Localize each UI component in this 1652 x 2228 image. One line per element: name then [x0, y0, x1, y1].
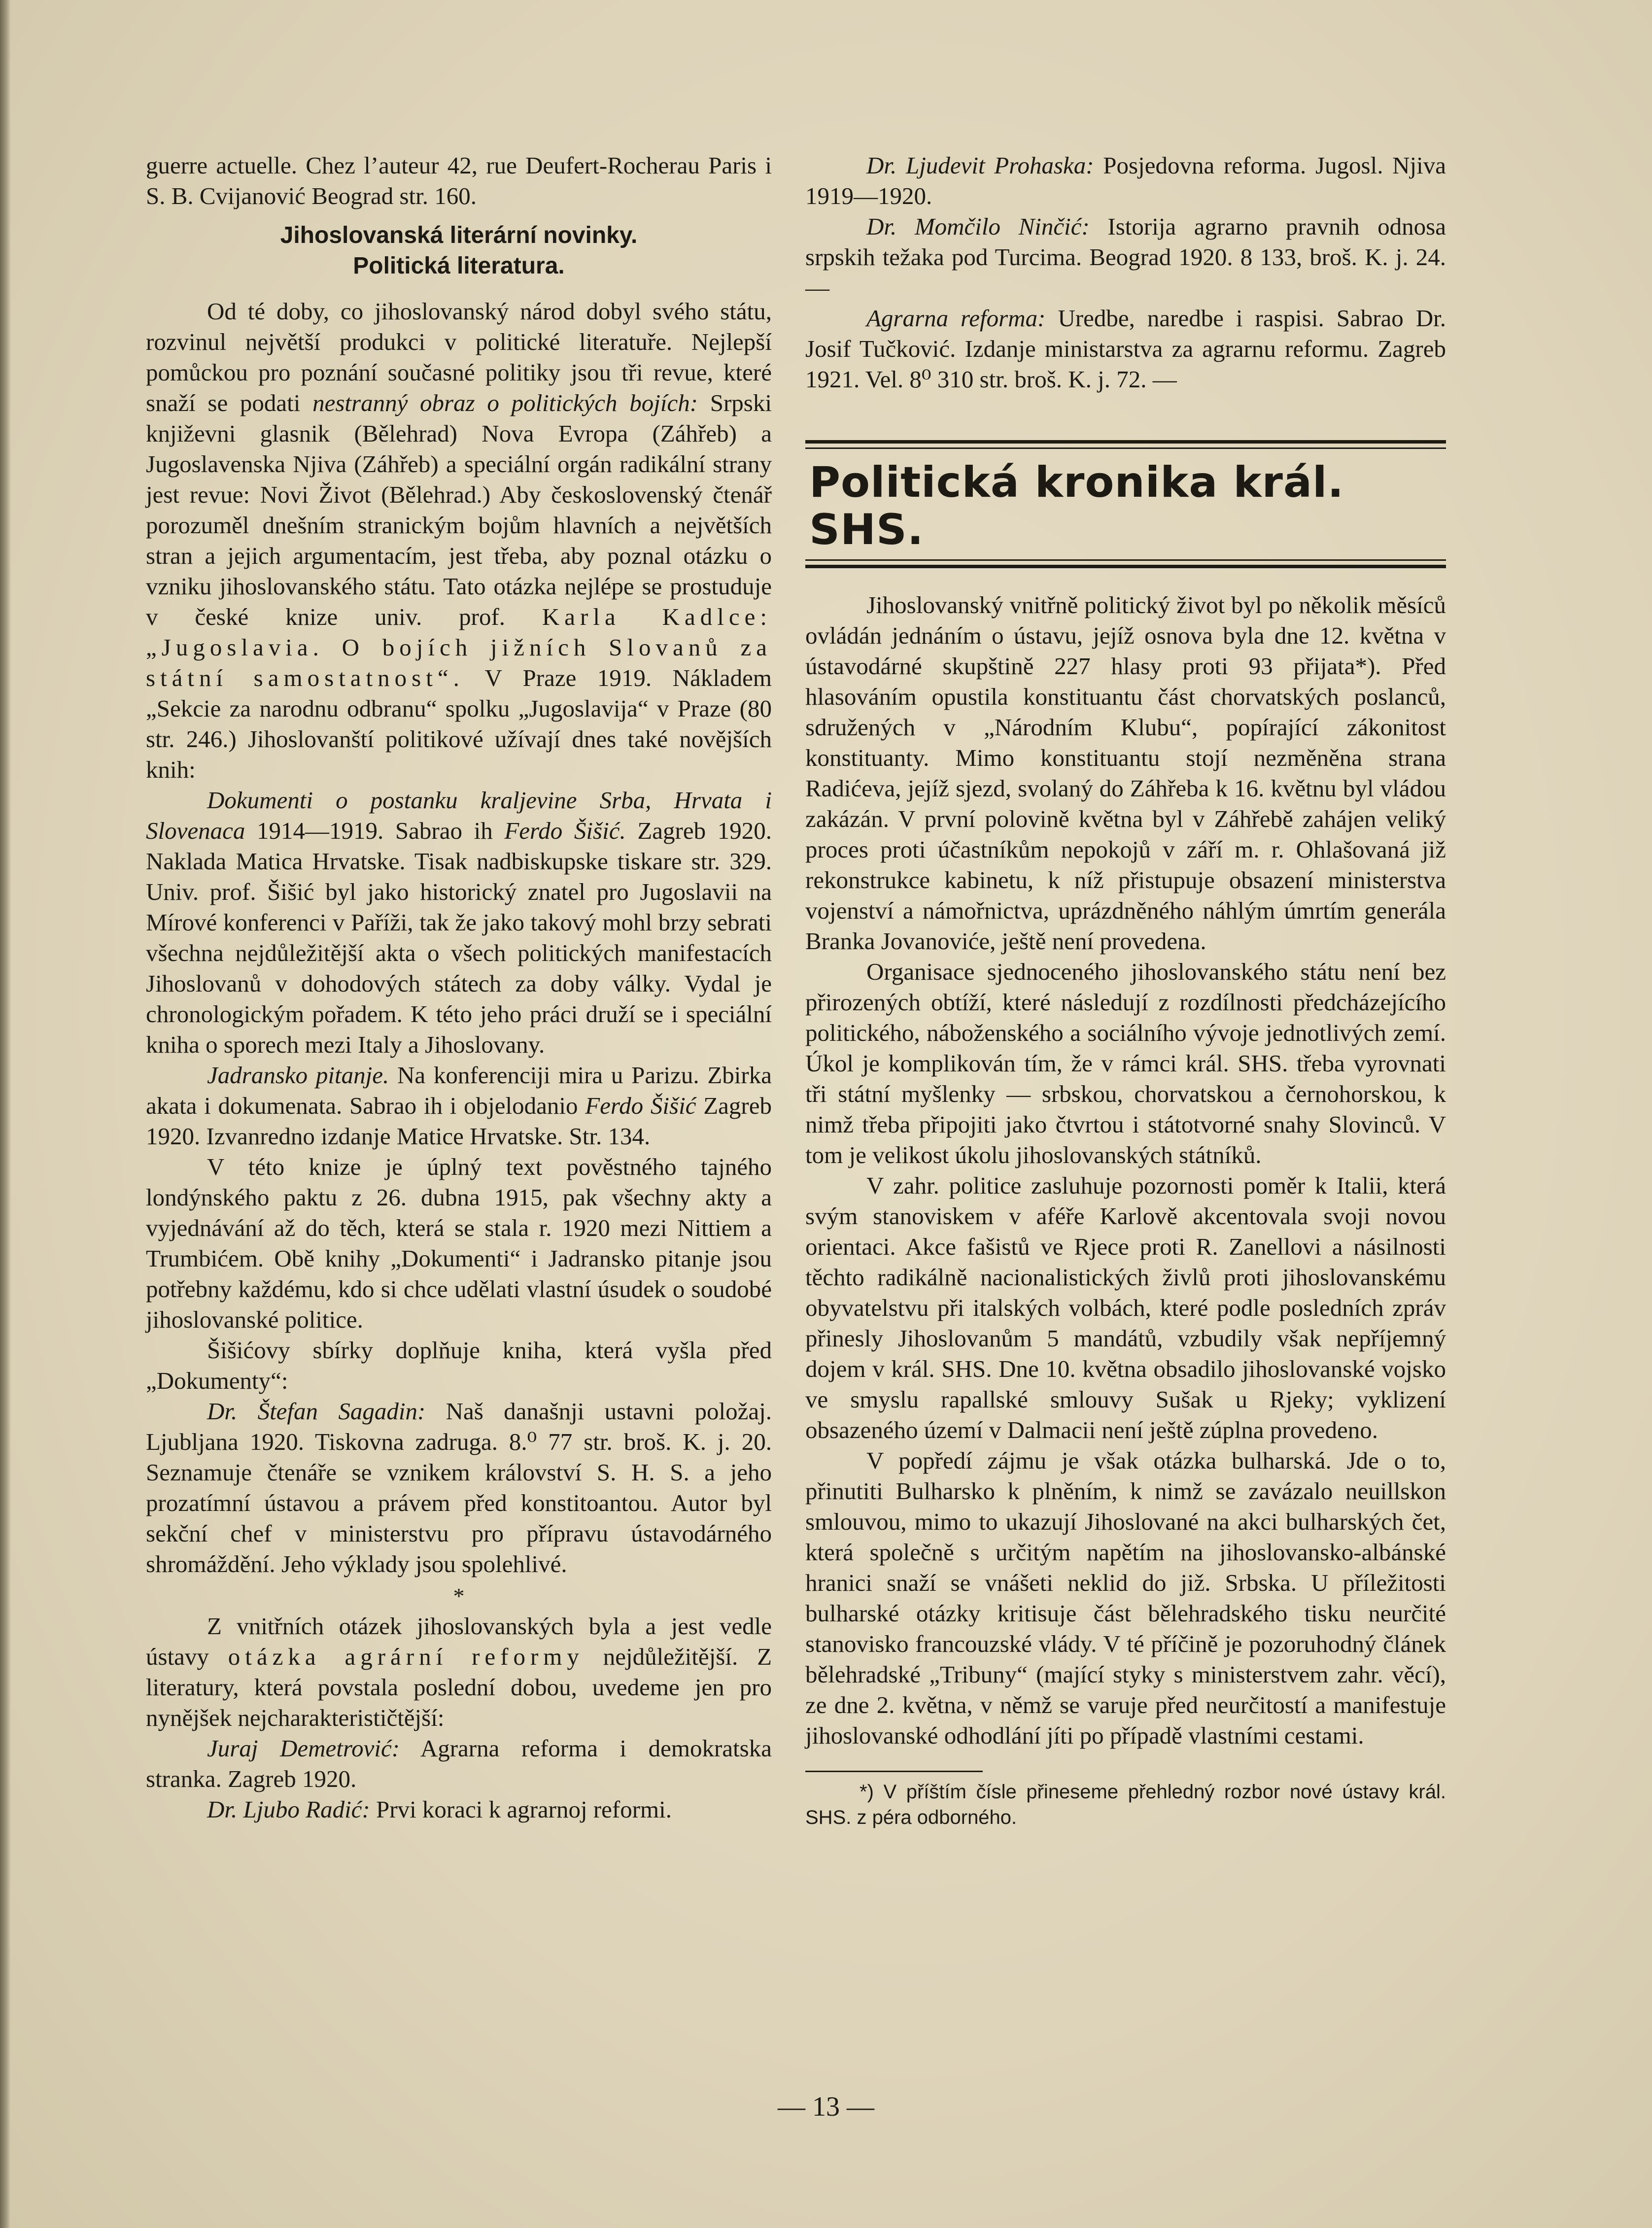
footnote-rule: [805, 1771, 983, 1772]
paragraph-nincic: [805, 211, 1446, 303]
section-heading: [146, 220, 772, 281]
paragraph-continuation: guerre actuelle. Chez l’auteur 42, rue Deufert-Rocherau Paris i S. B. Cvijanović Beograd str. 160.: [146, 152, 772, 209]
heading-line-2: Politická literatura.: [353, 253, 565, 279]
paragraph-organisation: Organisace sjednoceného jihoslovanského státu není bez přirozených obtíží, které následují z rozdílnosti předcházejícího politického, náboženského a sociálního vývoje jednotlivých zemí. Úkol je komplikován tím, že v rámci král. SHS. třeba vyrovnati tři státní myšlenky — srbskou, chorvatskou a černohorskou, k nimž třeba připojiti jako čtvrtou i státotvorné snahy Slovinců. V tom je velikost úkolu jihoslovanských státníků.: [805, 958, 1446, 1168]
text-run: Zagreb 1920. Izvanredno izdanje Matice Hrvatske. Str. 134.: [146, 1092, 772, 1150]
paragraph-jadransko: [146, 1060, 772, 1152]
footnote: *) V příštím čísle přineseme přehledný rozbor nové ústavy král. SHS. z péra odborného.: [805, 1781, 1446, 1828]
paragraph-demetrovic: [146, 1733, 772, 1794]
spacer: [805, 444, 1446, 447]
paragraph-foreign-policy: V zahr. politice zasluhuje pozornosti poměr k Italii, která svým stanoviskem v aféře Karlově akcentovala svoji novou orientaci. Akce fašistů ve Rjece proti R. Zanellovi a násilnosti těchto radikálně nacionalistických živlů proti jihoslovanskému obyvatelstvu při italských volbách, které podle posledních zpráv přinesly Jihoslovanům 5 mandátů, vzbudily však nepříjemný dojem v král. SHS. Dne 10. května obsadilo jihoslovanské vojsko ve smyslu rapallské smlouvy Sušak u Rjeky; vyklizení obsazeného území v Dalmacii není ještě zúplna provedeno.: [805, 1172, 1446, 1443]
text-run: V Praze 1919. Nákladem „Sekcie za narodnu odbranu“ spolku „Jugoslavija“ v Praze (80 str. 246.) Jihoslovanští politikové užívají dnes také novějších knih:: [146, 664, 772, 783]
binding-edge: [0, 0, 11, 2228]
text-run: nejdůležitější. Z literatury, která povstala poslední dobou, uvedeme jen pro nynějšek nejcharakterističtější:: [146, 1643, 772, 1731]
separator-star: *: [453, 1583, 465, 1609]
spacer: [805, 568, 1446, 590]
text-run: Istorija agrarno pravnih odnosa srpskih težaka pod Turcima. Beograd 1920. 8 133, broš. K. j. 24.—: [805, 213, 1446, 301]
chronicle-title: Politická kronika král. SHS.: [809, 458, 1344, 554]
text-run-italic: Dr. Momčilo Ninčić:: [866, 213, 1090, 240]
left-column: [146, 150, 772, 1825]
text-run: Uredbe, naredbe i raspisi. Sabrao Dr. Josif Tučković. Izdanje ministarstva za agrarnu reformu. Zagreb 1921. Vel. 8⁰ 310 str. broš. K. j. 72. —: [805, 305, 1446, 393]
paragraph-london-pact: V této knize je úplný text pověstného tajného londýnského paktu z 26. dubna 1915, pak všechny akty a vyjednávání až do těch, která se stala r. 1920 mezi Nittiem a Trumbićem. Obě knihy „Dokumenti“ i Jadransko pitanje jsou potřebny každému, kdo si chce udělati vlastní úsudek o soudobé jihoslovanské politice.: [146, 1153, 772, 1333]
text-run-italic: Dr. Ljudevit Prohaska:: [866, 152, 1094, 179]
paragraph-bulgaria: V popředí zájmu je však otázka bulharská. Jde o to, přinutiti Bulharsko k plněním, k nimž se zavázalo neuillskon smlouvou, mimo to ukazují Jihoslované na akci bulharských čet, která společně s určitým napětím na jihoslovansko-albánské hranici snaží se vnášeti neklid do již. Srbska. U příležitosti bulharské otázky kritisuje část bělehradského tisku neurčité stanovisko francouzské vlády. V té příčině je pozoruhodný článek bělehradské „Tribuny“ (mající styky s ministerstvem zahr. věcí), ze dne 2. května, v němž se varuje před neurčitostí a manifestuje jihoslovanské odhodlání jíti po případě vlastními cestami.: [805, 1447, 1446, 1749]
text-run: Prvi koraci k agrarnoj reformi.: [370, 1796, 672, 1823]
paragraph-intro: [146, 296, 772, 785]
text-run: Zagreb 1920. Naklada Matica Hrvatske. Tisak nadbiskupske tiskare str. 329. Univ. prof. Šišić byl jako historický znatel pro Jugoslavii na Mírové konferenci v Paříži, tak že jako takový mohl brzy sebrati všechna nejdůležitější akta o všech politických manifestacích Jihoslovanů v dohodových státech za doby války. Vydal je chronologickým pořadem. K této jeho práci druží se i speciální kniha o sporech mezi Italy a Jihoslovany.: [146, 817, 772, 1058]
text-run: Z vnitřních otázek jihoslovanských byla a jest vedle ústavy: [146, 1612, 772, 1670]
heading-line-1: Jihoslovanská literární novinky.: [280, 222, 638, 248]
text-run-italic: Juraj Demetrović:: [207, 1735, 400, 1762]
paragraph-prohaska: [805, 150, 1446, 211]
text-run-spaced: otázka agrární reformy: [228, 1643, 584, 1670]
text-run: Od té doby, co jihoslovanský národ dobyl svého státu, rozvinul největší produkci v politické literatuře. Nejlepší pomůckou pro poznání současné politiky jsou tři revue, které snaží se podati: [146, 298, 772, 416]
page-number: — 13 —: [778, 2091, 874, 2122]
spacer: [805, 561, 1446, 565]
text-run: 1914—1919. Sabrao ih: [245, 817, 505, 844]
rule-top-thick: [805, 440, 1446, 444]
text-run-italic: Dr. Ljubo Radić:: [207, 1796, 370, 1823]
text-run: Posjedovna reforma. Jugosl. Njiva 1919—1920.: [805, 152, 1446, 209]
text-run-italic: nestranný obraz o politických bojích:: [312, 389, 698, 416]
text-run: Srpski književni glasnik (Bělehrad) Nova Evropa (Záhřeb) a Jugoslavenska Njiva (Záhřeb) a speciální orgán radikální strany jest revue: Novi Život (Bělehrad.) Aby československý čtenář porozuměl dnešním stranickým bojům hlavních a největších stran a jejich argumentacím, jest třeba, aby poznal otázku o vzniku jihoslovanského státu. Tato otázka nejlépe se prostuduje v české knize univ. prof.: [146, 389, 772, 630]
paragraph-sagadin: [146, 1396, 772, 1579]
paragraph-agrarna-reforma: [805, 303, 1446, 395]
spacer: [805, 395, 1446, 440]
text-run-spaced: Karla Kadlce: „Jugoslavia. O bojích jižních Slovanů za státní samostatnost“.: [146, 603, 772, 691]
text-run-italic: Dr. Štefan Sagadin:: [207, 1398, 426, 1425]
right-column: [805, 150, 1446, 1830]
paragraph-agrarian: [146, 1611, 772, 1733]
paragraph-sisic: Šišićovy sbírky doplňuje kniha, která vyšla před „Dokumenty“:: [146, 1337, 772, 1394]
text-run-italic: Agrarna reforma:: [866, 305, 1046, 332]
paragraph-constitution: Jihoslovanský vnitřně politický život byl po několik měsíců ovládán jednáním o ústavu, jejíž osnova byla dne 12. května v ústavodárné skupštině 227 hlasy proti 93 přijata*). Před hlasováním opustila konstituantu část chorvatských poslanců, sdružených v „Národním Klubu“, popírající zákonitost konstituanty. Mimo konstituantu stojí nezměněna strana Radićeva, jejíž sjezd, svolaný do Záhřeba k 16. květnu byl vládou zakázán. V první polovině května byl v Záhřebě zahájen veliký proces proti účastníkům nepokojů v září m. r. Ohlašovaná již rekonstrukce kabinetu, k níž přistupuje obsazení ministerstva vojenství a námořnictva, uprázdněného náhlým úmrtím generála Branka Jovanoviće, ještě není provedena.: [805, 591, 1446, 955]
text-run: Naš današnji ustavni položaj. Ljubljana 1920. Tiskovna zadruga. 8.⁰ 77 str. broš. K. j. 20. Seznamuje čtenáře se vznikem království S. H. S. a jeho prozatímní ústavou a právem před konstitoantou. Autor byl sekční chef v ministerstvu pro přípravu ústavodárného shromáždění. Jeho výklady jsou spolehlivé.: [146, 1398, 772, 1577]
text-run-italic: Dokumenti o postanku kraljevine Srba, Hrvata i Slovenaca: [146, 787, 772, 844]
spacer: [805, 449, 1446, 459]
text-run-italic: Ferdo Šišić.: [504, 817, 626, 844]
text-run-italic: Jadransko pitanje.: [207, 1062, 389, 1089]
text-run-italic: Ferdo Šišić: [585, 1092, 696, 1119]
paragraph-radic: [146, 1794, 772, 1825]
text-run: Agrarna reforma i demokratska stranka. Zagreb 1920.: [146, 1735, 772, 1792]
paragraph-dokumenti: [146, 785, 772, 1060]
rule-bottom-thick: [805, 565, 1446, 568]
text-run: Na konferenciji mira u Parizu. Zbirka akata i dokumenata. Sabrao ih i objelodanio: [146, 1062, 772, 1119]
